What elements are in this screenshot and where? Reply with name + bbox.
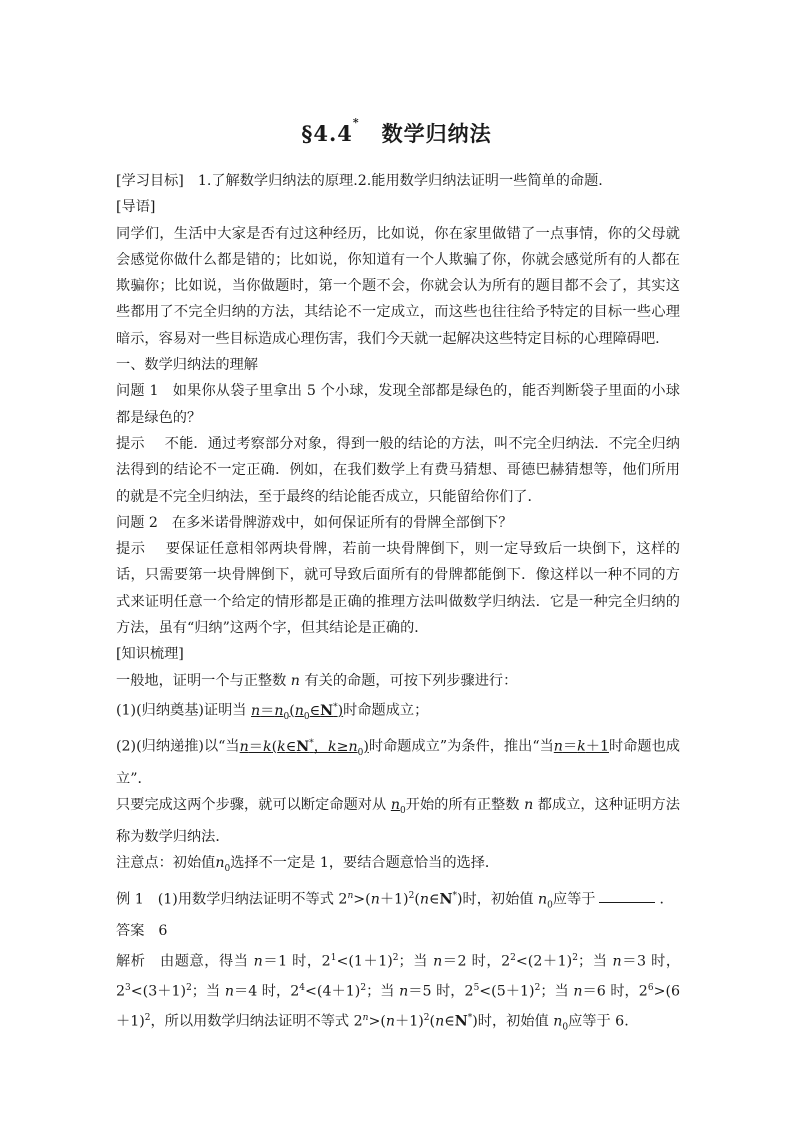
question-1-text: 如果你从袋子里拿出 5 个小球，发现全部都是绿色的，能否判断袋子里面的小球都是绿色的？ xyxy=(116,383,680,426)
section-number: §4.4 xyxy=(301,121,353,146)
analysis-text: 时，初始值 xyxy=(477,1013,549,1030)
question-2-label: 问题 2 xyxy=(116,514,158,531)
step-2-text: 时命题也成立”． xyxy=(116,738,680,787)
hint-1-label: 提示 xyxy=(116,435,145,452)
section-name: 数学归纳法 xyxy=(381,121,492,146)
analysis-text: 应等于 6. xyxy=(568,1013,629,1030)
hint-2 xyxy=(116,536,680,641)
question-1 xyxy=(116,378,680,431)
hint-1 xyxy=(116,431,680,510)
question-1-label: 问题 1 xyxy=(116,383,159,400)
conclusion-text: 都成立，这种证明方法称为数学归纳法． xyxy=(116,796,680,846)
document-body xyxy=(116,168,680,1041)
note-text: 选择不一定是 1，要结合题意恰当的选择． xyxy=(230,855,500,872)
example-1: 例 1 (1)用数学归纳法证明不等式 $2^n>(n+1)^2(n\in N^*)$时，初始值 $n_0$应等于 ． xyxy=(116,883,680,919)
analysis-label: 解析 xyxy=(116,953,146,970)
analysis-text: ，所以用数学归纳法证明不等式 xyxy=(150,1013,350,1030)
step-2-text: 时命题成立”为条件，推出“当 xyxy=(368,738,554,755)
knowledge-step-2 xyxy=(116,730,680,792)
analysis-text: 由题意，得当 xyxy=(159,953,249,970)
answer-label: 答案 xyxy=(116,923,145,940)
step-1-text: 时命题成立； xyxy=(343,702,429,719)
knowledge-tag: [知识梳理] xyxy=(116,646,184,663)
example-1-label: 例 1 xyxy=(116,891,144,908)
objectives-line xyxy=(116,168,680,194)
example-1-answer xyxy=(116,918,680,944)
objectives-text: 1.了解数学归纳法的原理.2.能用数学归纳法证明一些简单的命题. xyxy=(197,173,603,189)
hint-2-label: 提示 xyxy=(116,541,146,558)
answer-blank[interactable] xyxy=(599,888,655,903)
conclusion-text: 只要完成这两个步骤，就可以断定命题对从 xyxy=(116,796,387,813)
example-1-text: ． xyxy=(659,891,674,908)
step-1-text: (1)(归纳奠基)证明当 xyxy=(116,702,247,719)
math-n: n xyxy=(290,672,300,689)
hint-1-text: 不能．通过考察部分对象，得到一般的结论的方法，叫不完全归纳法．不完全归纳法得到的结论不一定正确．例如，在我们数学上有费马猜想、哥德巴赫猜想等，他们所用的就是不完全归纳法，至于最终的结论能否成立，只能留给你们了． xyxy=(116,435,680,505)
example-1-text: 时，初始值 xyxy=(462,891,534,908)
formula-base-case: $n=n_0(n_0\in N^*)$ xyxy=(251,701,344,722)
formula-hypothesis: n＝k(k∈N*，$k\ge n_0$) xyxy=(239,737,369,758)
math-n: n xyxy=(524,796,534,813)
example-1-text: 应等于 xyxy=(552,891,596,908)
knowledge-note: 注意点：初始值$n_0$选择不一定是 1，要结合题意恰当的选择． xyxy=(116,855,500,875)
knowledge-line-1 xyxy=(116,668,680,694)
math-n0: $n_0$ xyxy=(390,796,406,816)
optional-star: * xyxy=(352,116,360,129)
conclusion-text: 开始的所有正整数 xyxy=(405,796,520,813)
page-title xyxy=(0,118,793,148)
knowledge-text: 有关的命题，可按下列步骤进行： xyxy=(304,672,518,689)
knowledge-step-1 xyxy=(116,694,680,730)
note-text: 注意点：初始值 xyxy=(116,855,216,872)
answer-value: 6 xyxy=(158,923,168,940)
objectives-tag: [学习目标] xyxy=(116,173,184,189)
intro-tag: [导语] xyxy=(116,199,156,216)
formula-inductive-step: n＝k＋1 xyxy=(553,738,609,755)
example-1-analysis: 解析 由题意，得当 n＝1 时，$2^1<(1+1)^2$；当 n＝2 时，$2^2<(2+1)^2$；当 n＝3 时，$2^3<(3+1)^2$；当 n＝4 时，$2^4<(4+1)^2$；当 n＝5 时，$2^5<(5+1)^2$；当 n＝6 时，$2^6>(6+1)^2$，所以用数学归纳法证明不等式 $2^n>(n+1)^2(n\in N^*)$时，初始值 $n_0$应等于 6. xyxy=(116,952,681,1033)
section1-heading: 一、数学归纳法的理解 xyxy=(116,357,258,374)
knowledge-conclusion xyxy=(116,792,680,850)
intro-text: 同学们，生活中大家是否有过这种经历，比如说，你在家里做错了一点事情，你的父母就会感觉你做什么都是错的；比如说，你知道有一个人欺骗了你，你就会感觉所有的人都在欺骗你；比如说，当你做题时，第一个题不会，你就会认为所有的题目都不会了，其实这些都用了不完全归纳的方法，其结论不一定成立，而这些也往往给予特定的目标一些心理暗示，容易对一些目标造成心理伤害，我们今天就一起解决这些特定目标的心理障碍吧. xyxy=(116,225,680,347)
step-2-text: (2)(归纳递推)以“当 xyxy=(116,738,240,755)
hint-2-text: 要保证任意相邻两块骨牌，若前一块骨牌倒下，则一定导致后一块倒下，这样的话，只需要第一块骨牌倒下，就可导致后面所有的骨牌都能倒下．像这样以一种不同的方式来证明任意一个给定的情形都是正确的推理方法叫做数学归纳法．它是一种完全归纳的方法，虽有“归纳”这两个字，但其结论是正确的． xyxy=(116,541,680,637)
knowledge-text: 一般地，证明一个与正整数 xyxy=(116,672,287,689)
example-1-text: (1)用数学归纳法证明不等式 xyxy=(157,891,334,908)
question-2-text: 在多米诺骨牌游戏中，如何保证所有的骨牌全部倒下？ xyxy=(171,514,513,531)
question-2 xyxy=(116,510,680,536)
